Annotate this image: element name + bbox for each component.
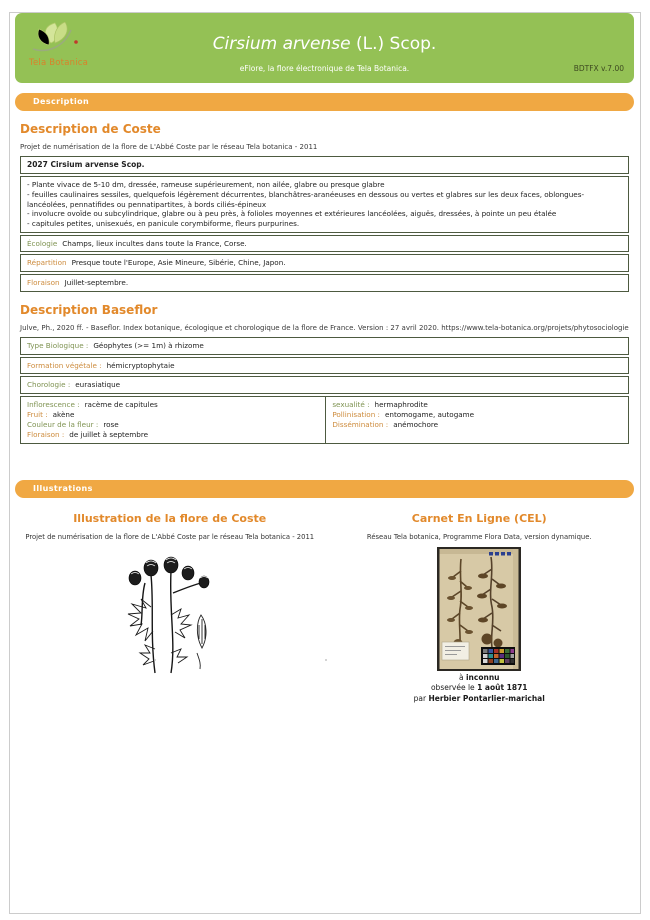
field-label: Floraison (27, 278, 60, 288)
baseflor-detail-box (20, 396, 629, 444)
field-row-sexualite (332, 400, 622, 410)
field-row-couleur-fleur (27, 420, 319, 430)
coste-illustration-source: Projet de numérisation de la flore de L'Abbé Coste par le réseau Tela botanica - 2011 (25, 533, 315, 542)
field-row-dissemination (332, 420, 622, 430)
caption-prefix: par (413, 693, 429, 703)
caption-author: Herbier Pontarlier-marichal (428, 693, 545, 703)
observation-caption (325, 673, 635, 703)
referential-version-badge: BDTFX v.7.00 (573, 64, 624, 73)
cel-source: Réseau Tela botanica, Programme Flora Data, version dynamique. (366, 533, 592, 542)
taxon-author: (L.) Scop. (350, 34, 437, 54)
field-row-repartition (20, 254, 629, 272)
field-value: racème de capitules (84, 400, 158, 410)
baseflor-right-column (326, 397, 628, 443)
coste-illustration-column (15, 498, 325, 703)
taxon-latin-name: Cirsium arvense (212, 34, 351, 54)
illustrations-columns (15, 498, 634, 703)
caption-prefix: à (458, 673, 466, 683)
field-value: hémicryptophytaie (106, 360, 175, 370)
field-row-pollinisation (332, 410, 622, 420)
header (15, 13, 634, 83)
field-row-fruit (27, 410, 319, 420)
app-subtitle: eFlore, la flore électronique de Tela Botanica. (239, 64, 410, 73)
field-label: Formation végétale : (27, 360, 102, 370)
field-value: Juillet-septembre. (64, 278, 129, 288)
field-label: Type Biologique : (27, 340, 89, 350)
leaf-logo-icon (29, 39, 83, 58)
caption-date-line (325, 683, 635, 693)
caption-prefix: observée le (430, 683, 478, 693)
field-row-floraison (20, 274, 629, 292)
caption-author-line (325, 694, 635, 704)
field-value: Presque toute l'Europe, Asie Mineure, Sibérie, Chine, Japon. (71, 258, 286, 268)
field-value: Géophytes (>= 1m) à rhizome (93, 340, 204, 350)
field-label: Pollinisation : (332, 410, 380, 420)
caption-location-line (325, 673, 635, 683)
cel-heading: Carnet En Ligne (CEL) (411, 512, 547, 526)
coste-description-box (20, 176, 629, 233)
section-bar-illustrations: Illustrations (15, 480, 634, 498)
coste-source: Projet de numérisation de la flore de L'Abbé Coste par le réseau Tela botanica - 2011 (20, 143, 318, 151)
page-title (15, 13, 634, 54)
baseflor-left-column (21, 397, 326, 443)
field-label: Fruit : (27, 410, 48, 420)
field-label: Dissémination : (332, 420, 389, 430)
field-row-formation-vegetale (20, 357, 629, 375)
description-line: - capitules petites, unisexués, en panicule corymbiforme, fleurs purpurines. (27, 219, 300, 228)
field-value: hermaphrodite (374, 400, 428, 410)
coste-illustration-heading: Illustration de la flore de Coste (73, 512, 267, 526)
field-label: Inflorescence : (27, 400, 80, 410)
speck-dot (154, 659, 156, 661)
field-row-chorologie (20, 376, 629, 394)
field-label: Couleur de la fleur : (27, 420, 99, 430)
taxon-title-box: 2027 Cirsium arvense Scop. (20, 156, 629, 174)
description-line: - feuilles caulinaires sessiles, quelquefois légèrement décurrentes, blanchâtres-aranéeuses en dessous ou vertes et glabres sur les deux faces, oblongues-lancéolées, pennatifides ou pennatipartites, à bords ciliés-épineux (27, 189, 585, 209)
cel-column (325, 498, 635, 703)
field-label: Chorologie : (27, 380, 71, 390)
logo-wordmark: Tela Botanica (29, 58, 89, 68)
caption-location: inconnu (465, 673, 500, 683)
description-line: - involucre ovoïde ou subcylindrique, glabre ou à peu près, à folioles moyennes et extérieures lancéolées, aiguës, dressées, à pointe un peu étalée (27, 209, 557, 219)
page-content (15, 13, 634, 704)
field-value: rose (103, 420, 119, 430)
field-value: akène (52, 410, 75, 420)
field-value: entomogame, autogame (384, 410, 475, 420)
field-label: Floraison : (27, 430, 65, 440)
field-label: sexualité : (332, 400, 370, 410)
field-row-inflorescence (27, 400, 319, 410)
field-label: Répartition (27, 258, 67, 268)
field-row-ecologie (20, 235, 629, 253)
herbarium-photo[interactable] (325, 547, 635, 671)
coste-heading: Description de Coste (20, 122, 161, 136)
tela-botanica-logo[interactable] (29, 22, 107, 68)
field-label: Écologie (27, 238, 58, 248)
baseflor-heading: Description Baseflor (20, 302, 158, 317)
field-value: de juillet à septembre (69, 430, 149, 440)
speck-dot (325, 659, 327, 661)
caption-date: 1 août 1871 (477, 683, 528, 693)
coste-botanical-drawing[interactable] (15, 553, 325, 678)
description-line: - Plante vivace de 5-10 dm, dressée, rameuse supérieurement, non ailée, glabre ou presque glabre (27, 180, 385, 190)
field-value: anémochore (393, 420, 439, 430)
field-row-type-biologique (20, 337, 629, 355)
field-value: Champs, lieux incultes dans toute la France, Corse. (62, 238, 247, 248)
field-value: eurasiatique (75, 380, 121, 390)
baseflor-source: Julve, Ph., 2020 ff. - Baseflor. Index botanique, écologique et chorologique de la flore de France. Version : 27 avril 2020. https://www.tela-botanica.org/projets/phytosociologie (20, 323, 629, 332)
field-row-floraison-baseflor (27, 430, 319, 440)
section-bar-description: Description (15, 93, 634, 111)
